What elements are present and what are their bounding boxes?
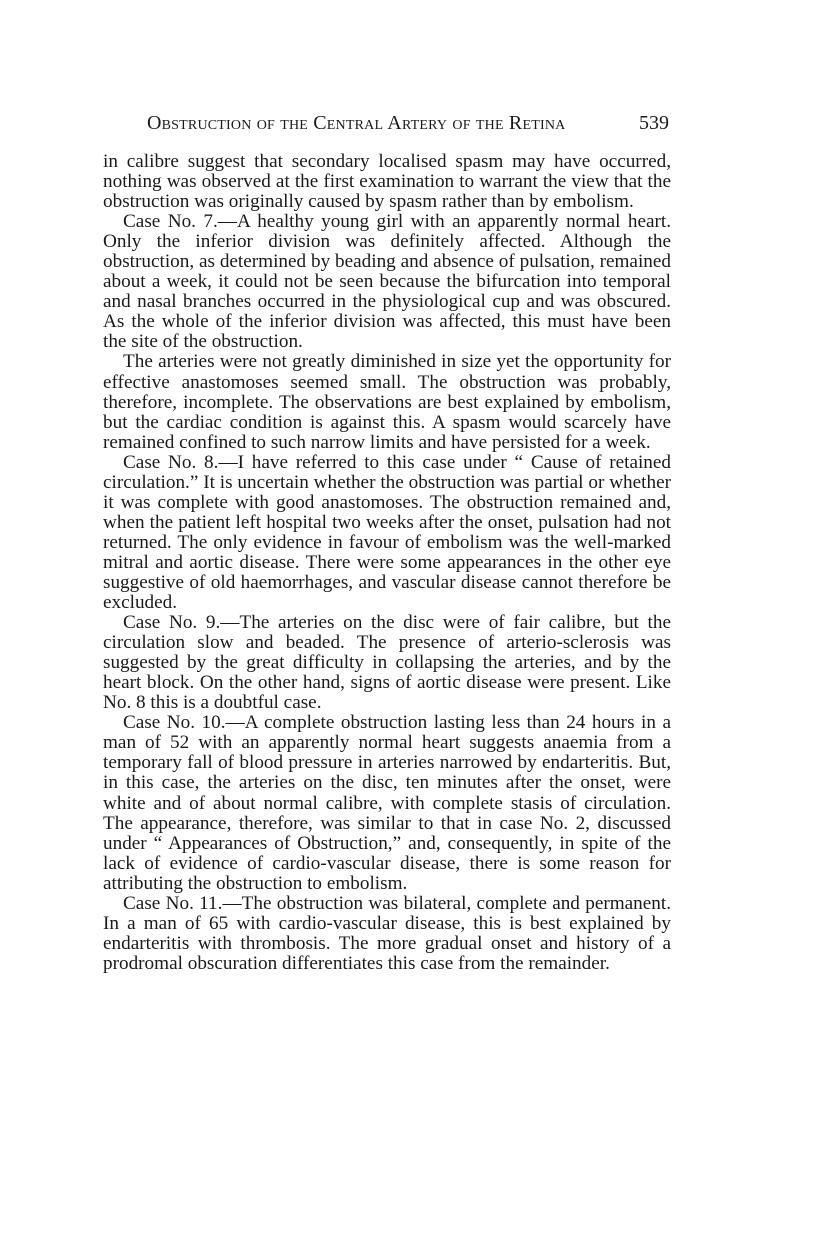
paragraph-case-7: Case No. 7.—A healthy young girl with an apparently normal heart. Only the inferior division was definitely affected. Although the obstruction, as determined by beading and absence of pulsation, remained about a week, it could not be seen because the bifurcation into temporal and nasal branches occurred in the physiological cup and was obscured. As the whole of the inferior division was affected, this must have been the site of the obstruction. (103, 211, 671, 353)
paragraph-case-9: Case No. 9.—The arteries on the disc were of fair calibre, but the circulation slow and beaded. The presence of arterio-sclerosis was suggested by the great difficulty in collapsing the arteries, and by the heart block. On the other hand, signs of aortic disease were present. Like No. 8 this is a doubtful case. (103, 612, 671, 714)
paragraph-case-11: Case No. 11.—The obstruction was bilateral, complete and permanent. In a man of 65 with cardio-vascular disease, this is best explained by endarteritis with thrombosis. The more gradual onset and history of a prodromal obscuration differentiates this case from the remainder. (103, 892, 671, 974)
paragraph-case-7-discussion: The arteries were not greatly diminished in size yet the opportunity for effective anastomoses seemed small. The obstruction was probably, therefore, incomplete. The observations are best explained by embolism, but the cardiac condition is against this. A spasm would scarcely have remained confined to such narrow limits and have persisted for a week. (103, 351, 671, 453)
body-text (103, 152, 671, 974)
paragraph-case-8: Case No. 8.—I have referred to this case under “ Cause of retained circulation.” It is uncertain whether the obstruction was partial or whether it was complete with good anastomoses. The obstruction remained and, when the patient left hospital two weeks after the onset, pulsation had not returned. The only evidence in favour of embolism was the well-marked mitral and aortic disease. There were some appearances in the other eye suggestive of old haemorrhages, and vascular disease cannot therefore be excluded. (103, 451, 671, 614)
page-header (147, 112, 669, 140)
paragraph-continued: in calibre suggest that secondary localised spasm may have occurred, nothing was observed at the first examination to warrant the view that the obstruction was originally caused by spasm rather than by embolism. (103, 151, 671, 213)
page-number: 539 (639, 112, 669, 134)
running-title: Obstruction of the Central Artery of the Retina (147, 112, 566, 134)
paragraph-case-10: Case No. 10.—A complete obstruction lasting less than 24 hours in a man of 52 with an apparently normal heart suggests anaemia from a temporary fall of blood pressure in arteries narrowed by endarteritis. But, in this case, the arteries on the disc, ten minutes after the onset, were white and of about normal calibre, with complete stasis of circulation. The appearance, therefore, was similar to that in case No. 2, discussed under “ Appearances of Obstruction,” and, consequently, in spite of the lack of evidence of cardio-vascular disease, there is some reason for attributing the obstruction to embolism. (103, 712, 671, 894)
